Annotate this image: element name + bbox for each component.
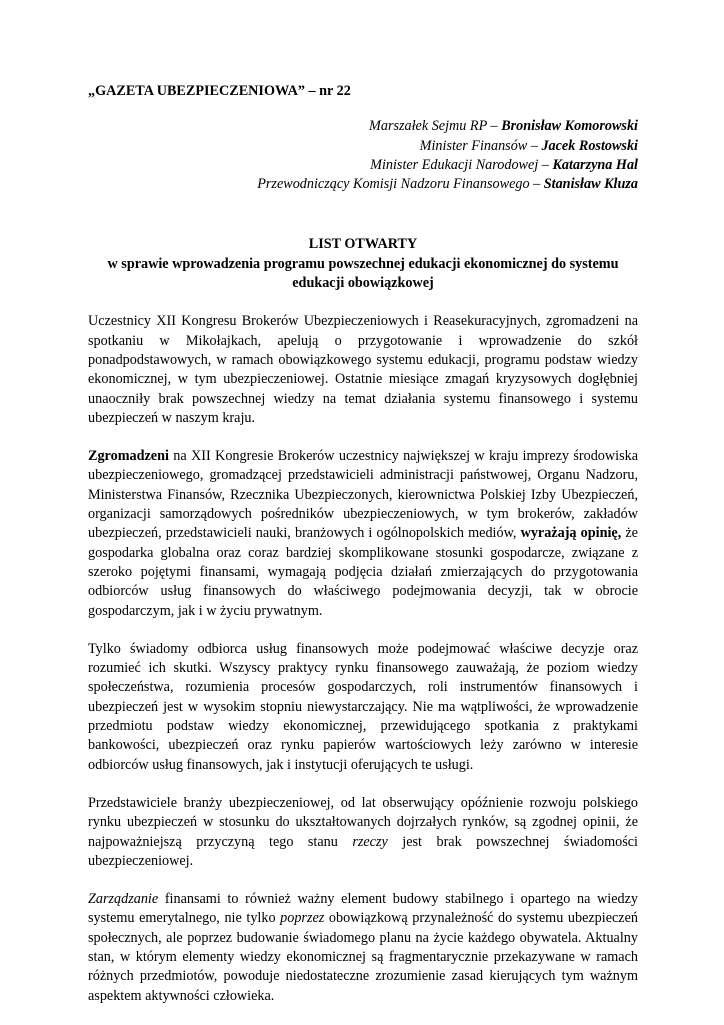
paragraph-5 [88,890,638,1006]
addressee-role: Minister Finansów – [419,137,542,154]
addressee-line [88,156,638,175]
addressee-list [88,117,638,194]
paragraph-2 [88,447,638,621]
paragraph-5-italic: poprzez [280,910,325,927]
document-page [88,82,638,1025]
addressee-line [88,137,638,156]
letter-title: LIST OTWARTY [308,236,418,253]
paragraph-2-lead: Zgromadzeni [88,448,169,465]
paragraph-5-italic-lead: Zarządzanie [88,891,159,908]
addressee-line [88,175,638,194]
paragraph-2-text-a: na XII Kongresie Brokerów uczestnicy największej w kraju imprezy środowiska ubezpieczeniowego, gromadzącej przedstawicieli administracji państwowej, Organu Nadzoru, Ministerstwa Finansów, Rzecznika Ubezpieczonych, kierownictwa Polskiej Izby Ubezpieczeń, organizacji samorządowych pośredników ubezpieczeniowych, w tym brokerów, zakładów ubezpieczeń, przedstawicieli nauki, branżowych i ogólnopolskich mediów, [88,448,638,542]
paragraph-1: Uczestnicy XII Kongresu Brokerów Ubezpieczeniowych i Reasekuracyjnych, zgromadzeni na spotkaniu w Mikołajkach, apelują o przygotowanie i wprowadzenie do szkół ponadpodstawowych, w ramach obowiązkowego systemu edukacji, programu podstaw wiedzy ekonomicznej, w tym ubezpieczeniowej. Ostatnie miesiące zmagań kryzysowych dogłębniej unaoczniły brak powszechnej wiedzy na temat działania systemu finansowego i systemu ubezpieczeń w naszym kraju. [88,313,638,426]
addressee-name: Katarzyna Hal [552,156,638,173]
addressee-role: Przewodniczący Komisji Nadzoru Finansowego – [257,176,544,193]
paragraph-3: Tylko świadomy odbiorca usług finansowych może podejmować właściwe decyzje oraz rozumieć ich skutki. Wszyscy praktycy rynku finansowego zauważają, że poziom wiedzy społeczeństwa, rozumienia procesów gospodarczych, roli instrumentów finansowych i ubezpieczeń jest w wysokim stopniu niewystarczający. Nie ma wątpliwości, że wprowadzenie przedmiotu podstaw wiedzy ekonomicznej, przewidującego spotkania z praktykami bankowości, ubezpieczeń oraz rynku papierów wartościowych leży zarówno w interesie odbiorców usług finansowych, jak i instytucji oferujących te usługi. [88,640,638,773]
addressee-role: Minister Edukacji Narodowej – [370,156,553,173]
paragraph-4-text-a: Przedstawiciele branży ubezpieczeniowej, od lat obserwujący opóźnienie rozwoju polskiego rynku ubezpieczeń w stosunku do ukształtowanych dojrzałych rynków, są zgodnej opinii, że najpoważniejszą przyczyną tego stanu [88,794,638,850]
addressee-line [88,117,638,136]
letter-body [88,312,638,1006]
paragraph-5-text-b: obowiązkową przynależność do systemu ubezpieczeń społecznych, ale poprzez budowanie świadomego planu na życie każdego obywatela. Aktualny stan, w którym elementy wiedzy ekonomicznej są fragmentarycznie przekazywane w ramach różnych przedmiotów, powoduje niedostateczne zrozumienie zasad kierujących tym ważnym aspektem aktywności człowieka. [88,910,638,1004]
paragraph-2-emphasis: wyrażają opinię, [520,525,622,542]
addressee-role: Marszałek Sejmu RP – [369,118,502,135]
addressee-name: Stanisław Kluza [543,176,638,193]
paragraph-5-text-a: finansami to również ważny element budowy stabilnego i opartego na wiedzy systemu emerytalnego, nie tylko [88,891,638,927]
addressee-name: Jacek Rostowski [541,137,638,154]
addressee-name: Bronisław Komorowski [501,118,638,135]
letter-heading [88,235,638,293]
letter-subtitle: w sprawie wprowadzenia programu powszechnej edukacji ekonomicznej do systemu edukacji obowiązkowej [107,255,619,292]
paragraph-4-text-b: jest brak powszechnej świadomości ubezpieczeniowej. [88,833,638,869]
paragraph-4-italic: rzeczy [352,833,388,850]
paragraph-4 [88,794,638,871]
paragraph-2-text-b: że gospodarka globalna oraz coraz bardziej skomplikowane stosunki gospodarcze, związane z szeroko pojętymi finansami, wymagają podjęcia działań zmierzających do przygotowania odbiorców usług finansowych do właściwego podejmowania decyzji, tak w obrocie gospodarczym, jak i w życiu prywatnym. [88,525,638,619]
publication-header: „GAZETA UBEZPIECZENIOWA” – nr 22 [88,83,351,99]
